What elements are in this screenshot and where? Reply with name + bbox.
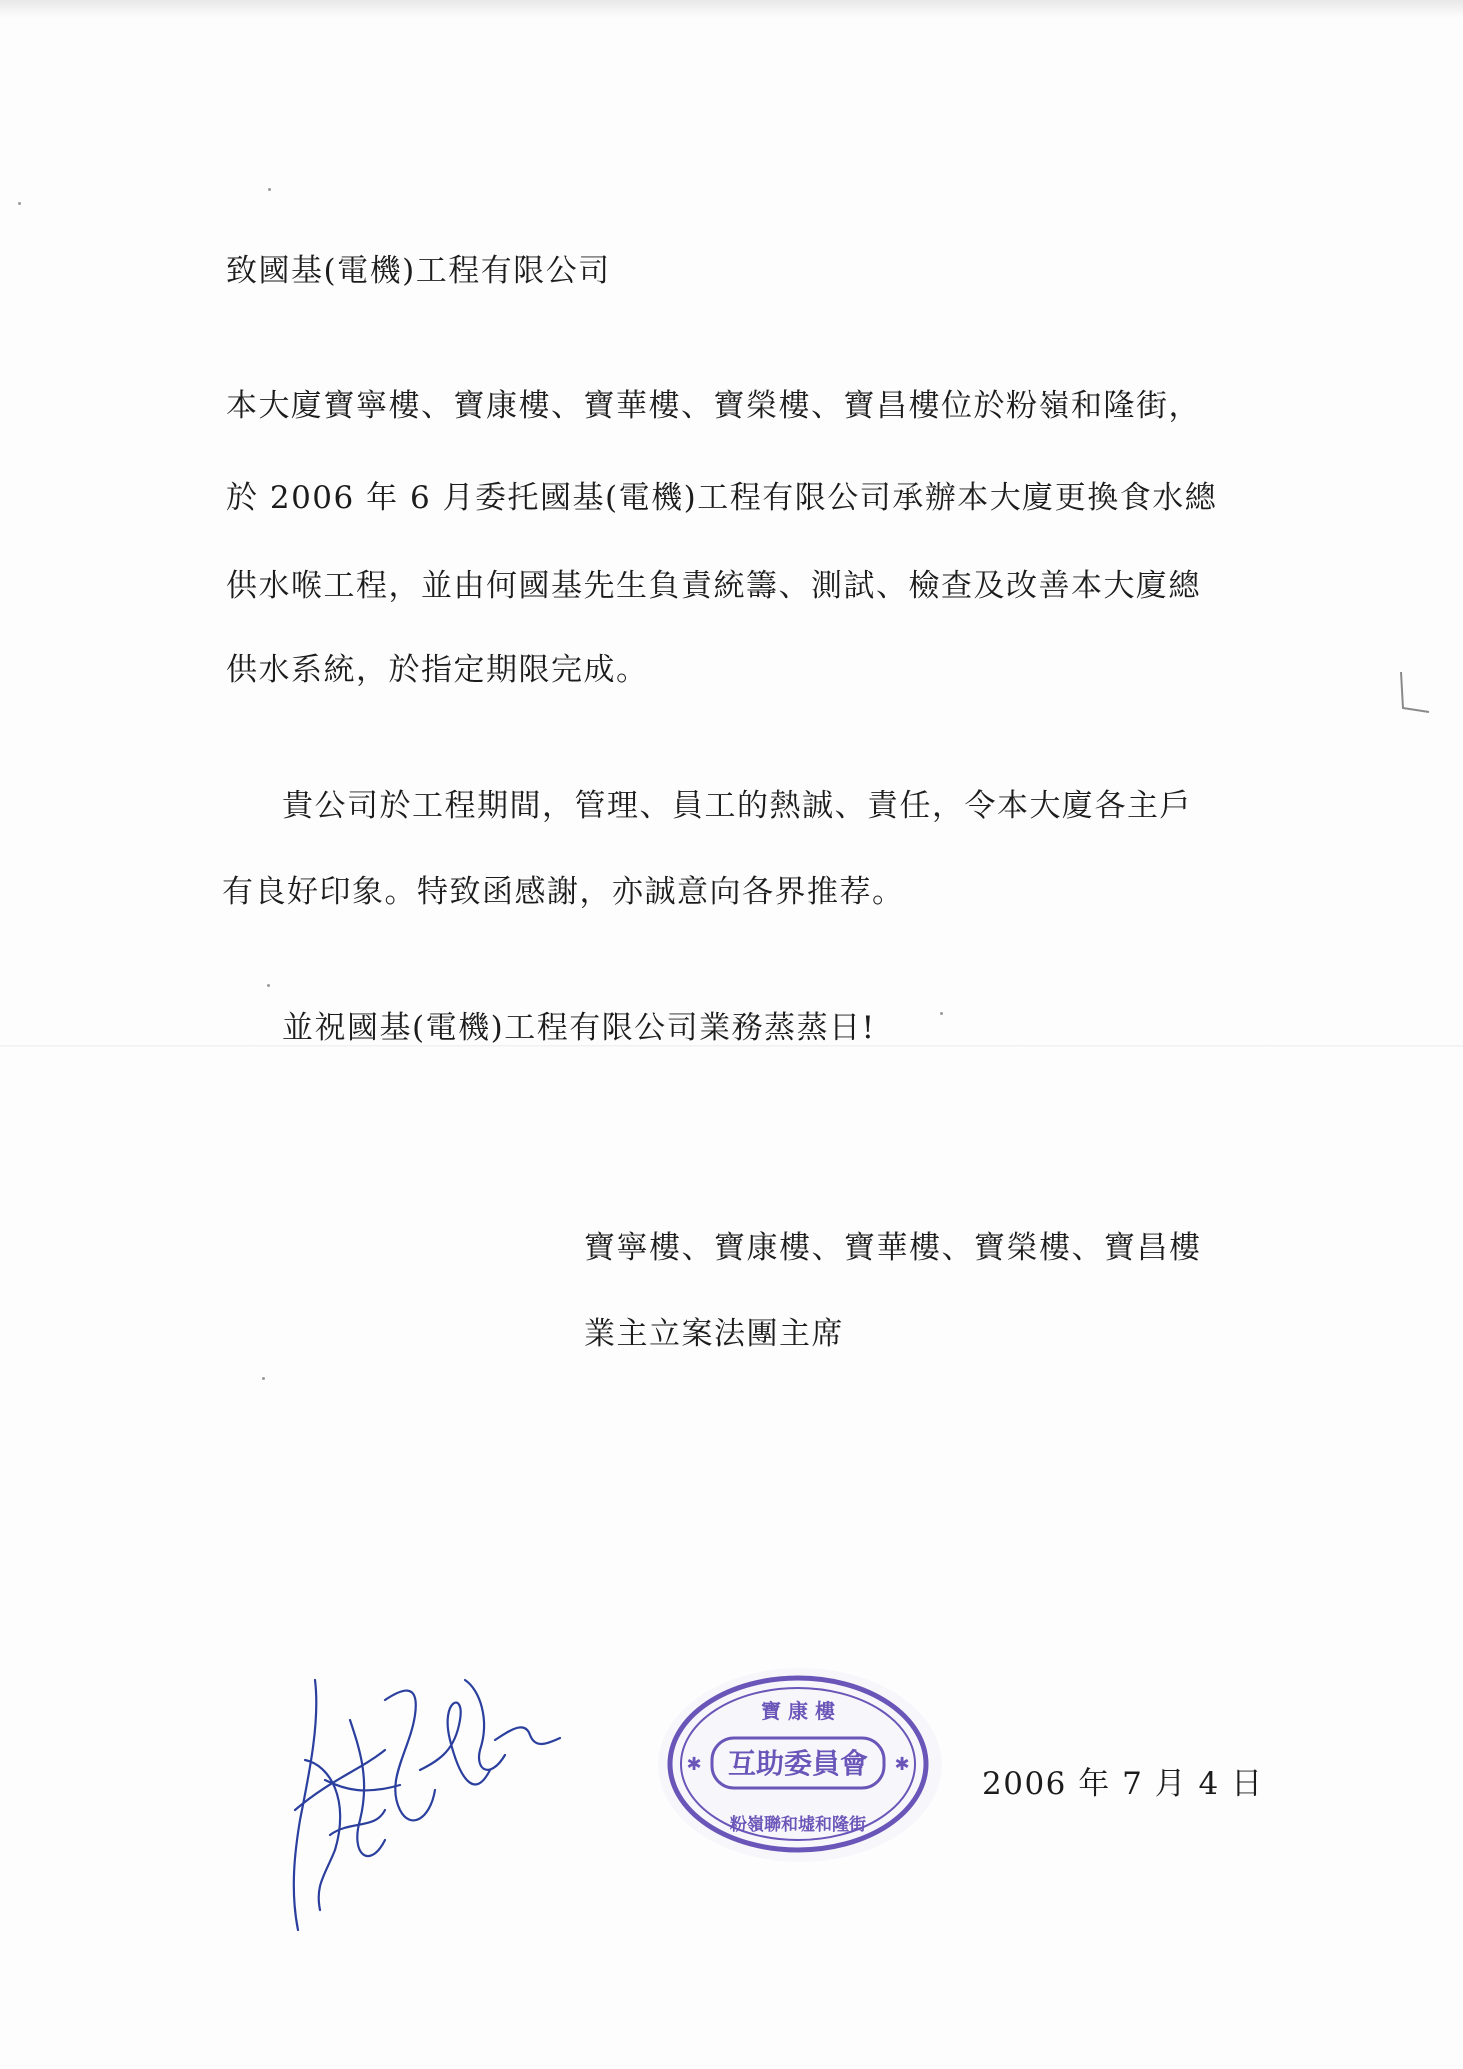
handwritten-signature <box>290 1660 590 1950</box>
scan-top-edge <box>0 0 1463 18</box>
margin-tick-mark <box>1395 668 1435 718</box>
scan-speck <box>940 1012 943 1015</box>
stamp-center-text: 互助委員會 <box>727 1747 869 1780</box>
committee-seal-stamp <box>650 1660 950 1870</box>
paragraph1-line3: 供水喉工程，並由何國基先生負責統籌、測試、檢查及改善本大廈總 <box>226 568 1201 604</box>
signatory-title: 業主立案法團主席 <box>584 1316 844 1352</box>
scan-speck <box>268 188 271 191</box>
addressee: 致國基(電機)工程有限公司 <box>226 253 611 289</box>
scan-speck <box>267 984 270 987</box>
signatory-buildings: 寶寧樓、寶康樓、寶華樓、寶榮樓、寶昌樓 <box>584 1230 1202 1266</box>
scan-speck <box>18 202 21 205</box>
stamp-top-text: 寶 康 樓 <box>761 1699 835 1723</box>
stamp-bottom-text: 粉嶺聯和墟和隆街 <box>730 1815 866 1835</box>
paragraph1-line1: 本大廈寶寧樓、寶康樓、寶華樓、寶榮樓、寶昌樓位於粉嶺和隆街， <box>226 388 1201 424</box>
paragraph2-line1: 貴公司於工程期間，管理、員工的熱誠、責任，令本大廈各主戶 <box>282 788 1192 824</box>
paragraph1-line2: 於 2006 年 6 月委托國基(電機)工程有限公司承辦本大廈更換食水總 <box>226 480 1218 516</box>
closing-line: 並祝國基(電機)工程有限公司業務蒸蒸日! <box>282 1010 876 1046</box>
paragraph2-line2: 有良好印象。特致函感謝，亦誠意向各界推荐。 <box>222 874 905 910</box>
letter-date: 2006 年 7 月 4 日 <box>982 1766 1264 1802</box>
stamp-star-left-icon: ✱ <box>686 1754 702 1775</box>
paragraph1-line4: 供水系統，於指定期限完成。 <box>226 652 649 688</box>
stamp-star-right-icon: ✱ <box>894 1754 910 1775</box>
scan-speck <box>262 1377 265 1380</box>
